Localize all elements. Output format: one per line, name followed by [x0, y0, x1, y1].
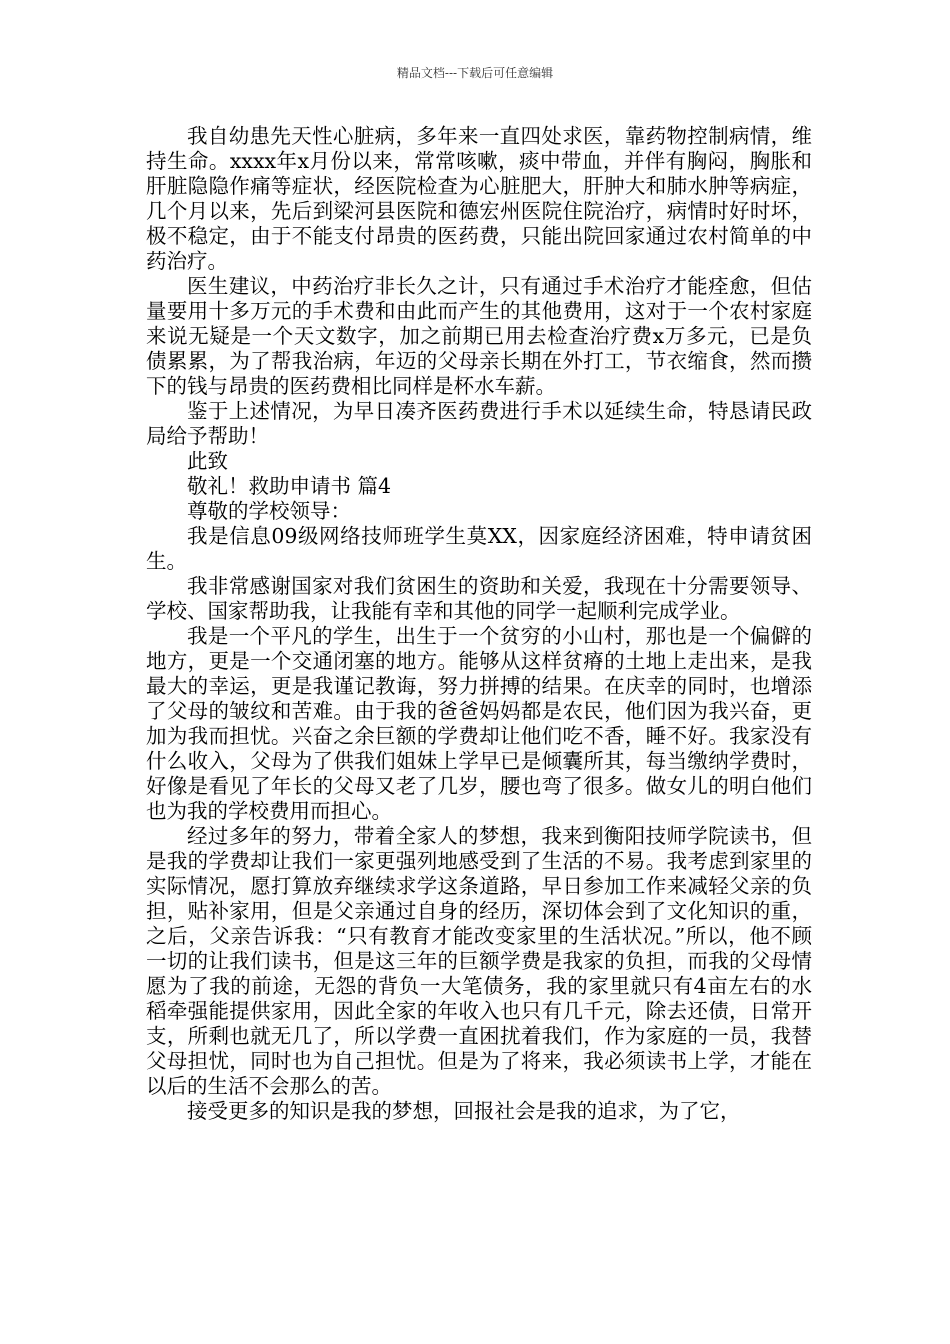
paragraph-request: 鉴于上述情况，为早日凑齐医药费进行手术以延续生命，特恳请民政局给予帮助！ [146, 399, 812, 448]
paragraph-aspiration: 接受更多的知识是我的梦想，回报社会是我的追求，为了它， [187, 1099, 741, 1123]
document-body [146, 124, 812, 1124]
paragraph-introduction: 我是信息09级网络技师班学生莫XX，因家庭经济困难，特申请贫困生。 [146, 524, 812, 573]
paragraph-medical-history: 我自幼患先天性心脏病，多年来一直四处求医，靠药物控制病情，维持生命。xxxx年x月份以来，常常咳嗽，痰中带血，并伴有胸闷，胸胀和肝脏隐隐作痛等症状，经医院检查为心脏肥大，肝肿大和肺水肿等病症，几个月以来，先后到梁河县医院和德宏州医院住院治疗，病情时好时坏，极不稳定，由于不能支付昂贵的医药费，只能出院回家通过农村简单的中药治疗。 [146, 124, 812, 273]
closing-line: 此致 [187, 449, 228, 473]
paragraph-background: 我是一个平凡的学生，出生于一个贫穷的小山村，那也是一个偏僻的地方，更是一个交通闭塞的地方。能够从这样贫瘠的土地上走出来，是我最大的幸运，更是我谨记教诲，努力拼搏的结果。在庆幸的同时，也增添了父母的皱纹和苦难。由于我的爸爸妈妈都是农民，他们因为我兴奋，更加为我而担忧。兴奋之余巨额的学费却让他们吃不香，睡不好。我家没有什么收入，父母为了供我们姐妹上学早已是倾囊所其，每当缴纳学费时，好像是看见了年长的父母又老了几岁，腰也弯了很多。做女儿的明白他们也为我的学校费用而担心。 [146, 624, 812, 823]
paragraph-doctor-advice: 医生建议，中药治疗非长久之计，只有通过手术治疗才能痊愈，但估量要用十多万元的手术费和由此而产生的其他费用，这对于一个农村家庭来说无疑是一个天文数字，加之前期已用去检查治疗费x万多元，已是负债累累，为了帮我治病，年迈的父母亲长期在外打工，节衣缩食，然而攒下的钱与昂贵的医药费相比同样是杯水车薪。 [146, 274, 812, 398]
letter-greeting: 尊敬的学校领导： [187, 499, 351, 523]
page-header: 精品文档---下载后可任意编辑 [396, 66, 554, 80]
paragraph-family-situation: 经过多年的努力，带着全家人的梦想，我来到衡阳技师学院读书，但是我的学费却让我们一家更强列地感受到了生活的不易。我考虑到家里的实际情况，愿打算放弃继续求学这条道路，早日参加工作来减轻父亲的负担，贴补家用，但是父亲通过自身的经历，深切体会到了文化知识的重，之后，父亲告诉我：“只有教育才能改变家里的生活状况。”所以，他不顾一切的让我们读书，但是这三年的巨额学费是我家的负担，而我的父母情愿为了我的前途，无怨的背负一大笔债务，我的家里就只有4亩左右的水稻牵强能提供家用，因此全家的年收入也只有几千元，除去还债，日常开支，所剩也就无几了，所以学费一直困扰着我们，作为家庭的一员，我替父母担忧，同时也为自己担忧。但是为了将来，我必须读书上学，才能在以后的生活不会那么的苦。 [146, 824, 812, 1098]
salutation-and-section-title: 敬礼！救助申请书 篇4 [187, 474, 392, 498]
paragraph-gratitude: 我非常感谢国家对我们贫困生的资助和关爱，我现在十分需要领导、学校、国家帮助我，让我能有幸和其他的同学一起顺利完成学业。 [146, 574, 812, 623]
